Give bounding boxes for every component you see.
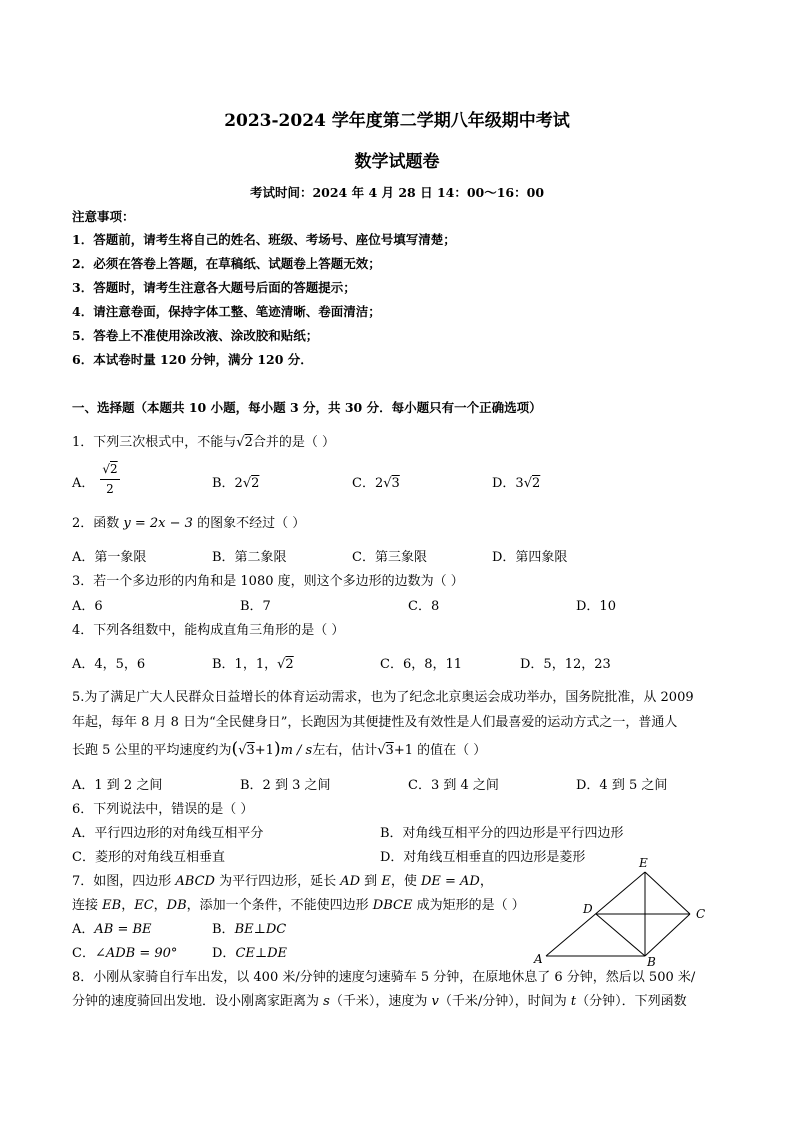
stem-text: +1 的值在（ ） bbox=[393, 743, 487, 758]
stem-text: 分钟的速度骑回出发地．设小刚离家距离为 bbox=[72, 994, 324, 1009]
math-expression: CE⊥DE bbox=[235, 946, 288, 961]
q7-option-d bbox=[212, 942, 287, 961]
q5-option-b: B．2 到 3 之间 bbox=[240, 778, 331, 793]
stem-text: （千米），速度为 bbox=[329, 994, 432, 1009]
question-7-line bbox=[72, 894, 525, 913]
stem-text: 1．下列三次根式中，不能与 bbox=[72, 435, 237, 450]
q3-option-c: C．8 bbox=[408, 599, 440, 614]
math-expression: +1 bbox=[254, 743, 274, 758]
q1-option-a-denominator: 2 bbox=[106, 482, 114, 496]
stem-text: 成为矩形的是（ ） bbox=[412, 898, 525, 913]
question-5-line: 5.为了满足广大人民群众日益增长的体育运动需求，也为了纪念北京奥运会成功举办，国务院批准，从 2009 bbox=[72, 690, 694, 705]
stem-text: ，使 bbox=[390, 874, 421, 889]
label-b: B bbox=[647, 955, 656, 968]
stem-text: （分钟）．下列函数 bbox=[576, 994, 687, 1009]
radicand: 2 bbox=[251, 476, 260, 491]
option-label: B． bbox=[212, 922, 235, 937]
math-expression: v bbox=[431, 994, 439, 1009]
q3-option-a: A．6 bbox=[72, 599, 103, 614]
q1-option-b: B．2√2 bbox=[212, 476, 260, 491]
q3-option-b: B．7 bbox=[240, 599, 271, 614]
stem-text: ， bbox=[153, 898, 167, 913]
q5-option-c: C．3 到 4 之间 bbox=[408, 778, 499, 793]
label-a: A bbox=[534, 952, 543, 966]
q1-option-a-numerator: √2 bbox=[102, 462, 118, 476]
label-c: C bbox=[696, 907, 706, 921]
notice-heading: 注意事项： bbox=[72, 209, 135, 224]
q6-option-a: A．平行四边形的对角线互相平分 bbox=[72, 826, 264, 841]
question-4-stem: 4．下列各组数中，能构成直角三角形的是（ ） bbox=[72, 623, 345, 638]
stem-text: 长跑 5 公里的平均速度约为 bbox=[72, 743, 232, 758]
question-6-stem: 6．下列说法中，错误的是（ ） bbox=[72, 802, 254, 817]
stem-text: ， bbox=[479, 874, 493, 889]
notice-item: 5．答卷上不准使用涂改液、涂改胶和贴纸； bbox=[72, 328, 319, 343]
notice-item: 4．请注意卷面，保持字体工整、笔迹清晰、卷面清洁； bbox=[72, 304, 381, 319]
radicand: 2 bbox=[244, 435, 253, 450]
exam-time: 考试时间：2024 年 4 月 28 日 14：00～16：00 bbox=[249, 185, 545, 200]
option-label: A． bbox=[72, 922, 95, 937]
radicand: 2 bbox=[110, 462, 118, 476]
q7-option-b bbox=[212, 918, 286, 937]
stem-text: 连接 bbox=[72, 898, 103, 913]
notice-item: 1．答题前，请考生将自己的姓名、班级、考场号、座位号填写清楚； bbox=[72, 232, 456, 247]
fraction-bar bbox=[100, 479, 120, 480]
stem-text: ，添加一个条件，不能使四边形 bbox=[186, 898, 373, 913]
q6-option-d: D．对角线互相垂直的四边形是菱形 bbox=[380, 850, 586, 865]
question-5-line: 长跑 5 公里的平均速度约为(√3+1)m / s左右，估计√3+1 的值在（ ） bbox=[72, 739, 487, 759]
q7-geometry-figure bbox=[530, 852, 720, 968]
radicand: 3 bbox=[391, 476, 400, 491]
math-expression: EC bbox=[134, 898, 154, 913]
math-expression: AD bbox=[340, 874, 361, 889]
question-1-stem bbox=[72, 431, 335, 450]
option-label: C． bbox=[72, 946, 95, 961]
option-text: D．3 bbox=[492, 476, 524, 491]
stem-text: 2．函数 bbox=[72, 516, 124, 531]
page-subtitle: 数学试题卷 bbox=[354, 152, 440, 172]
q4-option-c: C．6，8，11 bbox=[380, 657, 463, 672]
q4-option-b: B．1，1，√2 bbox=[212, 657, 294, 672]
option-label: D． bbox=[212, 946, 236, 961]
question-3-stem: 3．若一个多边形的内角和是 1080 度，则这个多边形的边数为（ ） bbox=[72, 574, 464, 589]
q7-option-c bbox=[72, 942, 177, 961]
q1-option-d: D．3√2 bbox=[492, 476, 541, 491]
stem-text: 合并的是（ ） bbox=[252, 435, 335, 450]
stem-text: 的图象不经过（ ） bbox=[192, 516, 306, 531]
option-text: B．1，1， bbox=[212, 657, 278, 672]
q6-option-c: C．菱形的对角线互相垂直 bbox=[72, 850, 225, 865]
math-expression: t bbox=[570, 994, 577, 1009]
question-5-line: 年起，每年 8 月 8 日为“全民健身日”，长跑因为其便捷性及有效性是人们最喜爱的运动方式之一，普通人 bbox=[72, 715, 678, 730]
stem-text: （千米/分钟），时间为 bbox=[438, 994, 571, 1009]
stem-text: ， bbox=[121, 898, 135, 913]
sqrt-sign: √ bbox=[236, 435, 245, 450]
q5-option-a: A．1 到 2 之间 bbox=[72, 778, 163, 793]
math-expression: ∠ADB = 90° bbox=[94, 946, 178, 961]
option-text: C．2 bbox=[352, 476, 384, 491]
notice-item: 3．答题时，请考生注意各大题号后面的答题提示； bbox=[72, 280, 356, 295]
math-expression: EB bbox=[102, 898, 122, 913]
label-e: E bbox=[639, 856, 648, 870]
radicand: 2 bbox=[532, 476, 541, 491]
math-expression: y = 2x − 3 bbox=[123, 516, 193, 531]
q7-option-a bbox=[72, 918, 152, 937]
label-d: D bbox=[583, 902, 593, 916]
math-expression: s bbox=[323, 994, 330, 1009]
q2-option-c: C．第三象限 bbox=[352, 550, 427, 565]
stem-text: 为平行四边形，延长 bbox=[214, 874, 341, 889]
math-expression: AB = BE bbox=[94, 922, 152, 937]
q4-option-a: A．4，5，6 bbox=[72, 657, 146, 672]
math-expression: DE = AD bbox=[420, 874, 480, 889]
q3-option-d: D．10 bbox=[576, 599, 616, 614]
unit-text: m / s bbox=[280, 743, 313, 758]
q2-option-d: D．第四象限 bbox=[492, 550, 568, 565]
notice-item: 2．必须在答卷上答题，在草稿纸、试题卷上答题无效； bbox=[72, 256, 381, 271]
page-title: 2023-2024 学年度第二学期八年级期中考试 bbox=[224, 111, 570, 131]
question-8-line bbox=[72, 990, 687, 1009]
q2-option-b: B．第二象限 bbox=[212, 550, 287, 565]
option-text: B．2 bbox=[212, 476, 243, 491]
section-heading: 一、选择题（本题共 10 小题，每小题 3 分，共 30 分．每小题只有一个正确选项） bbox=[72, 400, 542, 415]
stem-text: 左右，估计 bbox=[312, 743, 378, 758]
stem-text: 7．如图，四边形 bbox=[72, 874, 176, 889]
question-8-line: 8．小刚从家骑自行车出发，以 400 米/分钟的速度匀速骑车 5 分钟，在原地休息了 6 分钟，然后以 500 米/ bbox=[72, 970, 696, 985]
notice-item: 6．本试卷时量 120 分钟，满分 120 分． bbox=[72, 352, 313, 367]
segment-ec bbox=[645, 872, 690, 914]
option-label: A． bbox=[72, 476, 95, 491]
q1-option-c: C．2√3 bbox=[352, 476, 400, 491]
math-expression: DB bbox=[166, 898, 187, 913]
math-expression: E bbox=[381, 874, 391, 889]
math-expression: ABCD bbox=[175, 874, 215, 889]
radicand: 2 bbox=[285, 657, 294, 672]
q2-option-a: A．第一象限 bbox=[72, 550, 147, 565]
question-7-line bbox=[72, 870, 493, 889]
q1-option-a bbox=[72, 472, 94, 491]
q4-option-d: D．5，12，23 bbox=[520, 657, 611, 672]
radicand: 3 bbox=[385, 743, 394, 758]
q5-option-d: D．4 到 5 之间 bbox=[576, 778, 668, 793]
stem-text: 到 bbox=[360, 874, 382, 889]
radicand: 3 bbox=[246, 743, 255, 758]
segment-cb bbox=[645, 914, 690, 956]
math-expression: BE⊥DC bbox=[234, 922, 287, 937]
segment-db bbox=[596, 914, 645, 956]
q6-option-b: B．对角线互相平分的四边形是平行四边形 bbox=[380, 826, 624, 841]
question-2-stem bbox=[72, 512, 305, 531]
math-expression: DBCE bbox=[372, 898, 413, 913]
